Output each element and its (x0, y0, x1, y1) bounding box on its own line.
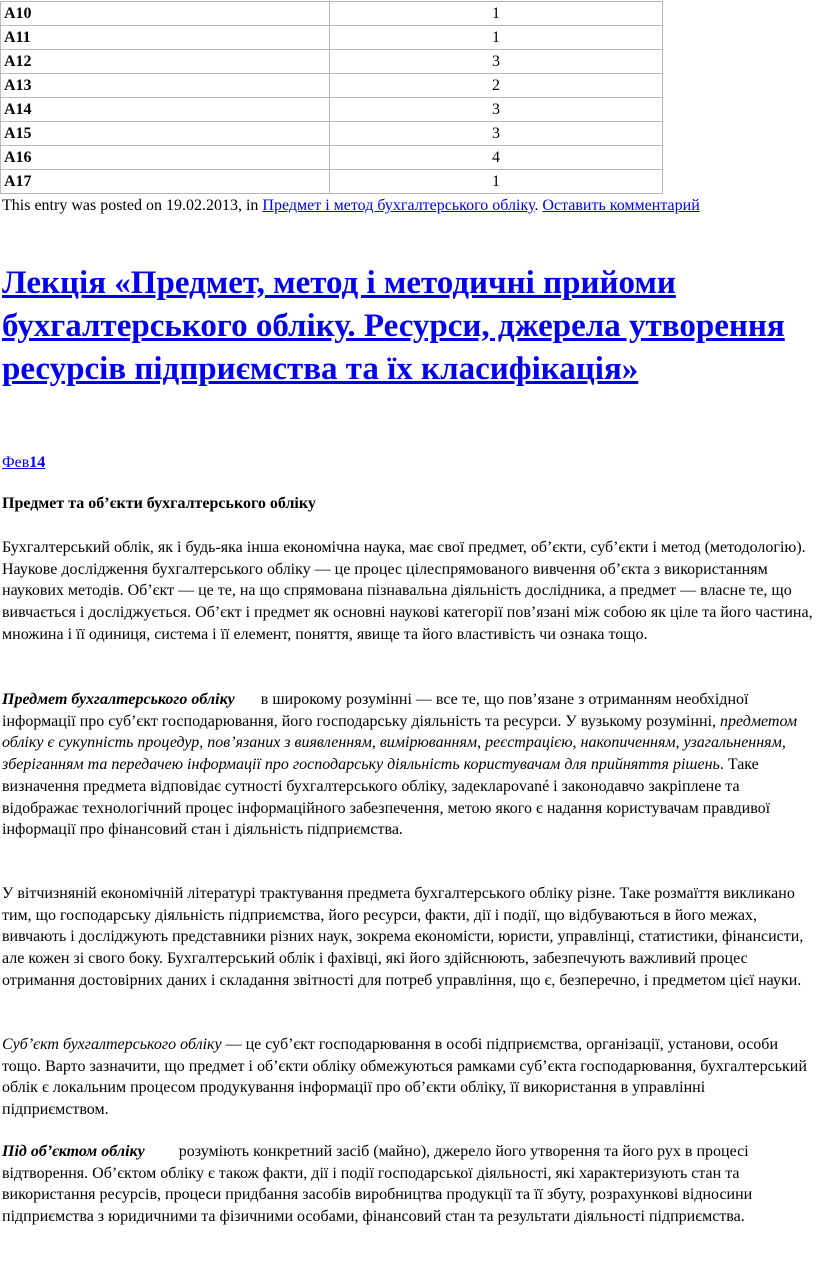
row-code: A15 (1, 122, 330, 146)
table-row (1, 50, 663, 74)
paragraph-subject: Предмет бухгалтерського обліку в широкому розумінні — все те, що пов’язане з отриманням необхідної інформації про суб’єкт господарювання, його господарську діяльність та ресурси. У вузькому розумінні, предметом обліку є сукупність процедур, пов’язаних з виявленням, вимірюванням, реєстрацією, накопиченням, узагальненням, зберіганням та передачею інформації про господарську діяльність користувачам для прийняття рішень. Таке визначення предмета відповідає сутності бухгалтерського обліку, задекларované і законодавчо закріплене та відображає технологічний процес інформаційного забезпечення, метою якого є надання користувачам правдивої інформації про фінансовий стан і діяльність підприємства. (2, 691, 798, 839)
term-subject: Предмет бухгалтерського обліку (2, 691, 235, 708)
row-code: A11 (1, 26, 330, 50)
scores-table (0, 1, 663, 194)
post-date (2, 454, 45, 472)
table-row (1, 98, 663, 122)
paragraph-interpretation: У вітчизняній економічній літературі трактування предмета бухгалтерського обліку різне. Таке розмаїття викликано тим, що господарську діяльність підприємства, його ресурси, факти, дії і події, що відбуваються в його межах, вивчають і досліджують представники різних наук, зокрема економісти, юристи, управлінці, статистики, фінансисти, але кожен зі свого боку. Бухгалтерський облік і фахівці, які його здійснюють, забезпечують важливий процес отримання достовірних даних і складання звітності для потреб управління, що є, безперечно, і предметом цієї науки. (2, 885, 804, 989)
table-row (1, 170, 663, 194)
category-link[interactable]: Предмет і метод бухгалтерського обліку (262, 197, 535, 214)
row-code: A13 (1, 74, 330, 98)
row-code: A10 (1, 2, 330, 26)
table-row (1, 26, 663, 50)
row-value: 2 (330, 74, 663, 98)
article-title (2, 262, 802, 391)
row-value: 3 (330, 50, 663, 74)
row-code: A12 (1, 50, 330, 74)
row-value: 1 (330, 2, 663, 26)
post-meta-prefix: This entry was posted on 19.02.2013, in (2, 197, 263, 214)
post-date-day: 14 (29, 454, 46, 471)
table-row (1, 122, 663, 146)
table-row (1, 146, 663, 170)
article-title-link[interactable]: Лекція «Предмет, метод і методичні прийоми бухгалтерського обліку. Ресурси, джерела утворення ресурсів підприємства та їх класифікація» (2, 265, 785, 387)
term-entity: Суб’єкт бухгалтерського обліку (2, 1036, 222, 1053)
section-subheading: Предмет та об’єкти бухгалтерського обліку (2, 495, 316, 512)
paragraph-intro: Бухгалтерський облік, як і будь-яка інша економічна наука, має свої предмет, об’єкти, суб’єкти і метод (методологію). Наукове дослідження бухгалтерського обліку — це процес цілеспрямованого вивчення об’єкта з використанням наукових методів. Об’єкт — це те, на що спрямована пізнавальна діяльність дослідника, а предмет — власне те, що вивчається і досліджується. Об’єкт і предмет як основні наукові категорії пов’язані між собою як ціле та його частина, множина і її одиниця, система і її елемент, поняття, явище та його властивість чи ознака тощо. (2, 539, 813, 643)
post-meta-separator: . (534, 197, 543, 214)
post-date-month: Фев (2, 454, 30, 471)
row-value: 1 (330, 26, 663, 50)
paragraph-entity: Суб’єкт бухгалтерського обліку — це суб’єкт господарювання в особі підприємства, організації, установи, особи тощо. Варто зазначити, що предмет і об’єкти обліку обмежуються рамками суб’єкта господарювання, бухгалтерський облік є локальним процесом продукування інформації про об’єкти обліку, її використання в управлінні підприємством. (2, 1036, 807, 1119)
paragraph-object: Під об’єктом обліку розуміють конкретний засіб (майно), джерело його утворення та його рух в процесі відтворення. Об’єктом обліку є також факти, дії і події господарської діяльності, які характеризують стан та використання ресурсів, процеси придбання засобів виробництва продукції та її збуту, розрахункові відносини підприємства з юридичними та фізичними особами, фінансовий стан та результати діяльності підприємства. (2, 1143, 753, 1226)
table-row (1, 2, 663, 26)
row-code: A16 (1, 146, 330, 170)
row-value: 3 (330, 122, 663, 146)
post-meta (2, 195, 782, 216)
comment-link[interactable]: Оставить комментарий (542, 197, 700, 214)
row-value: 1 (330, 170, 663, 194)
term-object: Під об’єктом обліку (2, 1143, 145, 1160)
row-value: 4 (330, 146, 663, 170)
post-date-link[interactable] (2, 454, 45, 471)
table-row (1, 74, 663, 98)
row-code: A14 (1, 98, 330, 122)
row-value: 3 (330, 98, 663, 122)
row-code: A17 (1, 170, 330, 194)
